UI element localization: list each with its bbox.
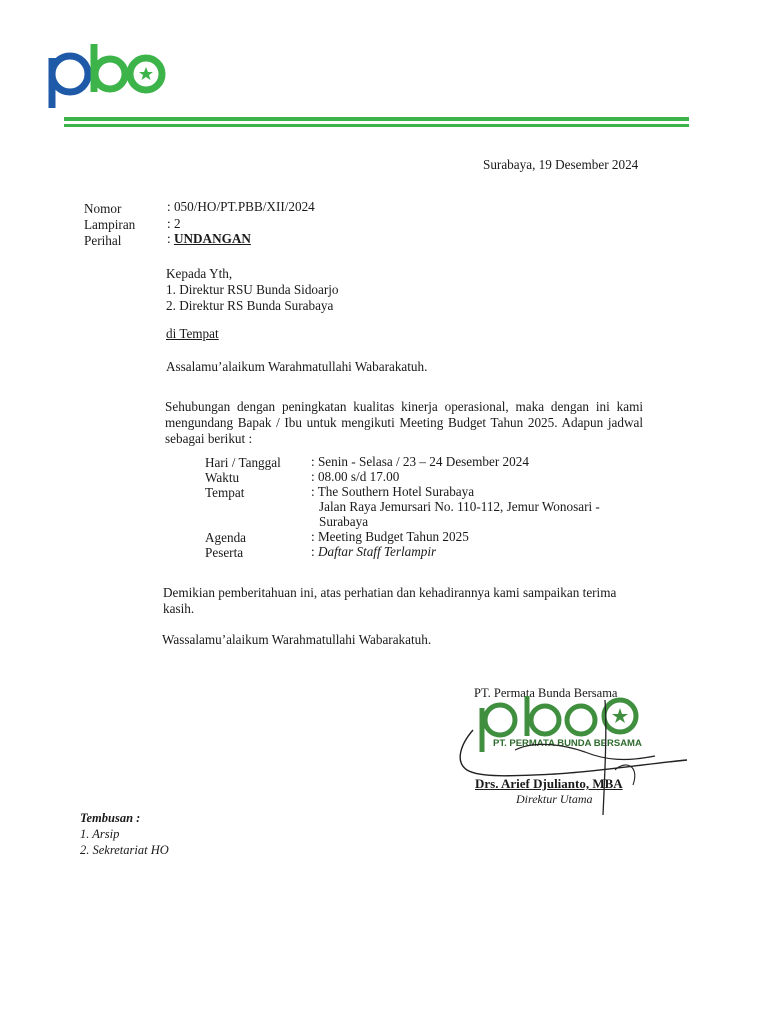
- tembusan-item-1: 1. Arsip: [80, 827, 120, 841]
- agenda-value: : Meeting Budget Tahun 2025: [311, 529, 469, 544]
- peserta-label: Peserta: [205, 545, 244, 560]
- tempat-label: Tempat: [205, 485, 245, 500]
- hari-label: Hari / Tanggal: [205, 455, 281, 470]
- agenda-label: Agenda: [205, 530, 247, 545]
- letterhead-rule-bottom: [64, 124, 689, 127]
- peserta-colon: :: [311, 544, 318, 559]
- tempat-value-1: : The Southern Hotel Surabaya: [311, 484, 475, 499]
- letterhead-rule-top: [64, 117, 689, 121]
- lampiran-label: Lampiran: [84, 217, 136, 232]
- nomor-label: Nomor: [84, 201, 122, 216]
- stamp-text: PT. PERMATA BUNDA BERSAMA: [493, 738, 642, 749]
- company-logo: [46, 40, 170, 110]
- hari-value: : Senin - Selasa / 23 – 24 Desember 2024: [311, 454, 529, 469]
- recipient-item-1: 1. Direktur RSU Bunda Sidoarjo: [166, 282, 339, 297]
- signer-title: Direktur Utama: [516, 792, 593, 806]
- perihal-value: UNDANGAN: [173, 231, 251, 246]
- salam-closing: Wassalamu’alaikum Warahmatullahi Wabarakatuh.: [162, 632, 432, 647]
- signer-name: Drs. Arief Djulianto, MBA: [475, 776, 623, 791]
- recipient-place: di Tempat: [166, 326, 219, 341]
- letter-date: Surabaya, 19 Desember 2024: [483, 157, 639, 172]
- tempat-value-2: Jalan Raya Jemursari No. 110-112, Jemur Wonosari -: [319, 499, 600, 514]
- intro-paragraph: Sehubungan dengan peningkatan kualitas kinerja operasional, maka dengan ini kami mengundang Bapak / Ibu untuk mengikuti Meeting Budget Tahun 2025. Adapun jadwal sebagai berikut :: [165, 399, 643, 446]
- perihal-value-line: [167, 231, 251, 247]
- waktu-value: : 08.00 s/d 17.00: [311, 469, 400, 484]
- tembusan-item-2: 2. Sekretariat HO: [80, 843, 169, 857]
- nomor-value: : 050/HO/PT.PBB/XII/2024: [167, 199, 315, 214]
- tempat-value-3: Surabaya: [319, 514, 369, 529]
- tembusan-title: Tembusan :: [80, 811, 141, 825]
- recipient-greeting: Kepada Yth,: [166, 266, 233, 281]
- waktu-label: Waktu: [205, 470, 240, 485]
- lampiran-value: : 2: [167, 216, 181, 231]
- peserta-value-line: [311, 544, 436, 560]
- perihal-colon: :: [167, 231, 174, 246]
- salam-opening: Assalamu’alaikum Warahmatullahi Wabarakatuh.: [166, 359, 428, 374]
- recipient-item-2: 2. Direktur RS Bunda Surabaya: [166, 298, 334, 313]
- closing-paragraph: Demikian pemberitahuan ini, atas perhatian dan kehadirannya kami sampaikan terima kasih.: [163, 585, 617, 616]
- peserta-value: Daftar Staff Terlampir: [317, 544, 437, 559]
- perihal-label: Perihal: [84, 233, 122, 248]
- signature-company: PT. Permata Bunda Bersama: [474, 686, 618, 700]
